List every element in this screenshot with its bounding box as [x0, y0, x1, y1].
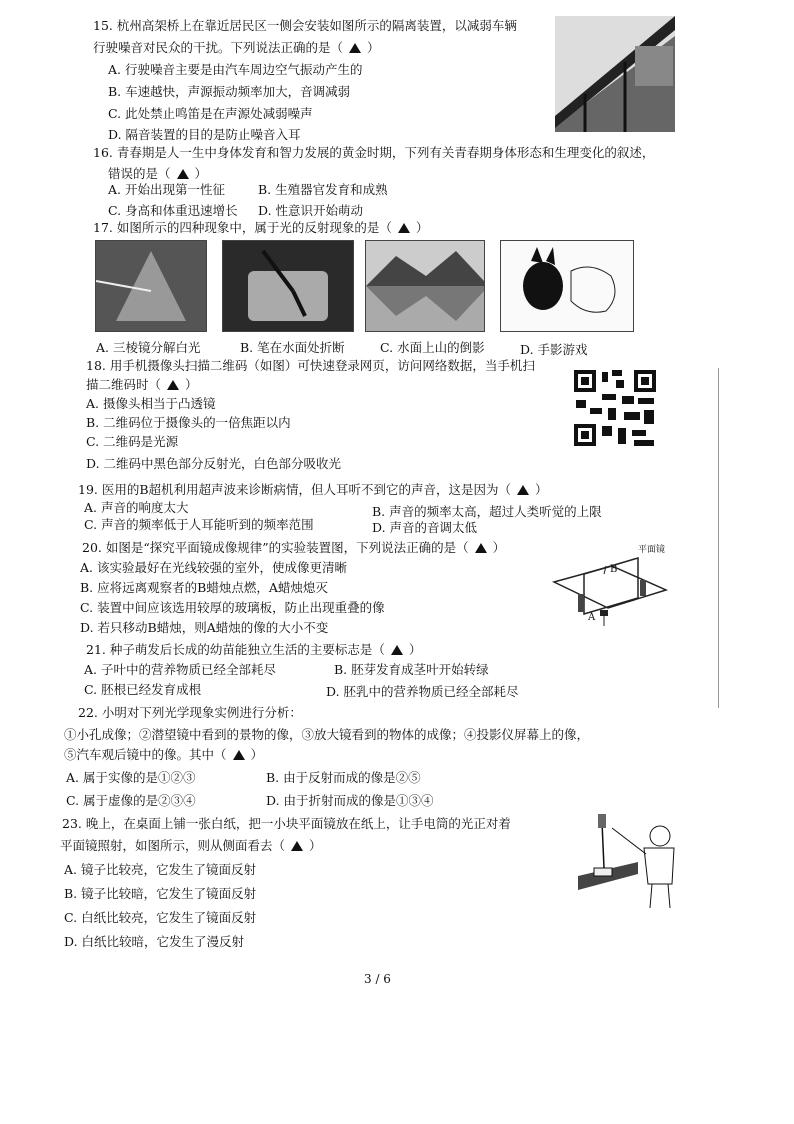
q19-option-d: D. 声音的音调太低: [372, 520, 478, 535]
q15-close: ）: [367, 40, 380, 55]
q22-option-c: C. 属于虚像的是②③④: [66, 793, 196, 808]
plane-mirror-experiment-figure: [548, 540, 672, 630]
q16-stem-line1: 16. 青春期是人一生中身体发育和智力发展的黄金时期，下列有关青春期身体形态和生理变化的叙述，: [93, 145, 655, 160]
q18-close: ）: [185, 377, 198, 392]
q15-stem-line1: 15. 杭州高架桥上在靠近居民区一侧会安装如图所示的隔离装置，以减弱车辆: [93, 18, 517, 33]
q15-stem-text: 行驶噪音对民众的干扰。下列说法正确的是（: [93, 40, 344, 55]
q19-option-b: B. 声音的频率太高，超过人类听觉的上限: [372, 504, 602, 519]
q19-stem: [78, 482, 548, 498]
mirror-label: 平面镜: [638, 545, 666, 555]
q17-option-b: B. 笔在水面处折断: [240, 340, 345, 355]
q18-stem-line1: 18. 用手机摄像头扫描二维码（如图）可快速登录网页，访问网络数据，当手机扫: [86, 358, 535, 373]
answer-triangle-icon: [398, 223, 410, 233]
q22-close: ）: [250, 747, 264, 762]
answer-triangle-icon: [475, 543, 487, 553]
q15-option-a: A. 行驶噪音主要是由汽车周边空气振动产生的: [108, 62, 363, 77]
q19-option-c: C. 声音的频率低于人耳能听到的频率范围: [84, 517, 314, 532]
qr-code-image: [572, 368, 658, 448]
q16-option-c: C. 身高和体重迅速增长: [108, 203, 238, 218]
q22-option-d: D. 由于折射而成的像是①③④: [266, 793, 434, 808]
q20-option-c: C. 装置中间应该选用较厚的玻璃板，防止出现重叠的像: [80, 600, 385, 615]
q16-stem-line2: [108, 166, 207, 182]
q18-stem-text: 描二维码时（: [86, 377, 162, 392]
q15-stem-line2: [93, 40, 380, 56]
q15-option-b: B. 车速越快，声源振动频率加大，音调减弱: [108, 84, 351, 99]
q21-option-d: D. 胚乳中的营养物质已经全部耗尽: [326, 684, 519, 699]
answer-triangle-icon: [391, 645, 403, 655]
q20-stem: [82, 540, 505, 556]
q22-option-b: B. 由于反射而成的像是②⑤: [266, 770, 421, 785]
q22-option-a: A. 属于实像的是①②③: [66, 770, 196, 785]
q15-option-d: D. 隔音装置的目的是防止噪音入耳: [108, 127, 301, 142]
page-number: 3 / 6: [364, 972, 391, 986]
q17-option-c: C. 水面上山的倒影: [380, 340, 485, 355]
q19-option-a: A. 声音的响度太大: [84, 500, 189, 515]
q18-option-b: B. 二维码位于摄像头的一倍焦距以内: [86, 415, 291, 430]
q22-list-text: ⑤汽车观后镜中的像。其中（: [64, 747, 227, 762]
answer-triangle-icon: [291, 841, 303, 851]
q23-close: ）: [309, 838, 322, 853]
noise-barrier-photo: [555, 16, 675, 132]
q20-stem-text: 20. 如图是“探究平面镜成像规律”的实验装置图，下列说法正确的是（: [82, 540, 469, 555]
q17-stem-text: 17. 如图所示的四种现象中，属于光的反射现象的是（: [93, 220, 392, 235]
q18-option-d: D. 二维码中黑色部分反射光，白色部分吸收光: [86, 456, 342, 471]
q23-stem-text: 平面镜照射，如图所示，则从侧面看去（: [60, 838, 286, 853]
q23-stem-line2: [60, 838, 322, 854]
q15-option-c: C. 此处禁止鸣笛是在声源处减弱噪声: [108, 106, 313, 121]
answer-triangle-icon: [233, 750, 245, 760]
q21-option-a: A. 子叶中的营养物质已经全部耗尽: [84, 662, 276, 677]
answer-triangle-icon: [517, 485, 529, 495]
q17-option-d: D. 手影游戏: [520, 342, 588, 357]
answer-triangle-icon: [167, 380, 179, 390]
q19-close: ）: [535, 482, 548, 497]
q20-close: ）: [492, 540, 506, 555]
candle-b-label: B: [610, 564, 618, 575]
q23-option-c: C. 白纸比较亮，它发生了镜面反射: [64, 910, 257, 925]
q18-option-a: A. 摄像头相当于凸透镜: [86, 396, 216, 411]
q23-stem-line1: 23. 晚上，在桌面上铺一张白纸，把一小块平面镜放在纸上，让手电筒的光正对着: [62, 816, 511, 831]
q22-list-line2: [64, 747, 263, 763]
q18-option-c: C. 二维码是光源: [86, 434, 179, 449]
q18-stem-line2: [86, 377, 198, 393]
q20-option-d: D. 若只移动B蜡烛，则A蜡烛的像的大小不变: [80, 620, 329, 635]
mountain-reflection-photo: [365, 240, 485, 332]
q17-close: ）: [415, 220, 429, 235]
q23-option-d: D. 白纸比较暗，它发生了漫反射: [64, 934, 245, 949]
answer-triangle-icon: [177, 169, 189, 179]
q23-option-a: A. 镜子比较亮，它发生了镜面反射: [64, 862, 256, 877]
q16-stem-text: 错误的是（: [108, 166, 171, 181]
q20-option-a: A. 该实验最好在光线较强的室外，使成像更清晰: [80, 560, 347, 575]
pencil-in-water-photo: [222, 240, 354, 332]
q21-stem: [86, 642, 421, 658]
candle-a-label: A: [588, 612, 596, 623]
q20-option-b: B. 应将远离观察者的B蜡烛点燃，A蜡烛熄灭: [80, 580, 328, 595]
answer-triangle-icon: [349, 43, 361, 53]
q21-option-b: B. 胚芽发育成茎叶开始转绿: [334, 662, 489, 677]
q21-stem-text: 21. 种子萌发后长成的幼苗能独立生活的主要标志是（: [86, 642, 385, 657]
q21-close: ）: [408, 642, 422, 657]
q16-option-d: D. 性意识开始萌动: [258, 203, 364, 218]
q16-option-a: A. 开始出现第一性征: [108, 182, 225, 197]
q22-list-line1: ①小孔成像；②潜望镜中看到的景物的像，③放大镜看到的物体的成像；④投影仪屏幕上的像，: [64, 727, 590, 742]
q17-option-a: A. 三棱镜分解白光: [96, 340, 201, 355]
q16-close: ）: [194, 166, 208, 181]
q22-stem: 22. 小明对下列光学现象实例进行分析：: [78, 705, 302, 720]
q21-option-c: C. 胚根已经发育成根: [84, 682, 202, 697]
hand-shadow-photo: [500, 240, 634, 332]
scan-edge-line: [718, 368, 719, 708]
q19-stem-text: 19. 医用的B超机利用超声波来诊断病情，但人耳听不到它的声音，这是因为（: [78, 482, 512, 497]
q23-option-b: B. 镜子比较暗，它发生了镜面反射: [64, 886, 257, 901]
prism-photo: [95, 240, 207, 332]
q17-stem: [93, 220, 428, 236]
flashlight-mirror-figure: [574, 814, 684, 910]
q16-option-b: B. 生殖器官发育和成熟: [258, 182, 388, 197]
